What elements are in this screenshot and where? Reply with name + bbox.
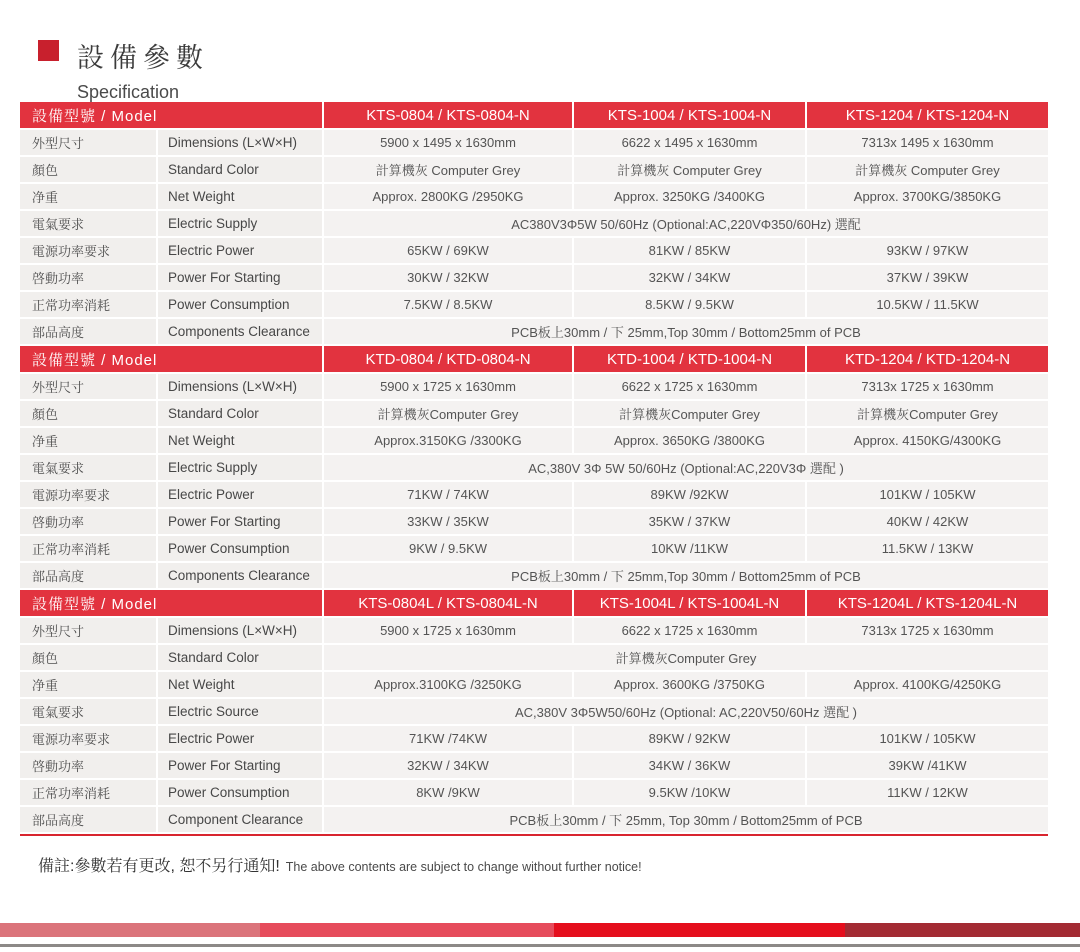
bottom-gray-line xyxy=(0,944,1080,947)
row-label-zh: 電氣要求 xyxy=(20,699,156,724)
row-label-zh: 部品高度 xyxy=(20,807,156,832)
spec-value: 6622 x 1495 x 1630mm xyxy=(574,130,805,155)
row-label-en: Net Weight xyxy=(158,672,322,697)
spec-value: Approx. 3700KG/3850KG xyxy=(807,184,1048,209)
row-label-zh: 電源功率要求 xyxy=(20,482,156,507)
row-label-en: Power Consumption xyxy=(158,536,322,561)
spec-value: 7.5KW / 8.5KW xyxy=(324,292,572,317)
row-label-en: Power For Starting xyxy=(158,509,322,534)
model-col-header: KTS-1004L / KTS-1004L-N xyxy=(574,590,805,616)
spec-value: 5900 x 1495 x 1630mm xyxy=(324,130,572,155)
bar-segment-bright-red xyxy=(554,923,845,937)
spec-value: 71KW /74KW xyxy=(324,726,572,751)
model-header-label: 設備型號 / Model xyxy=(20,346,322,372)
spec-value-span: AC380V3Φ5W 50/60Hz (Optional:AC,220VΦ350/60Hz) 選配 xyxy=(324,211,1048,236)
row-label-zh: 電源功率要求 xyxy=(20,726,156,751)
row-label-zh: 部品高度 xyxy=(20,319,156,344)
spec-value: 71KW / 74KW xyxy=(324,482,572,507)
spec-value: 37KW / 39KW xyxy=(807,265,1048,290)
row-label-en: Electric Supply xyxy=(158,211,322,236)
row-label-en: Electric Power xyxy=(158,726,322,751)
row-label-en: Electric Power xyxy=(158,238,322,263)
spec-value: 7313x 1725 x 1630mm xyxy=(807,618,1048,643)
model-col-header: KTS-1204L / KTS-1204L-N xyxy=(807,590,1048,616)
spec-table-kts xyxy=(20,102,1048,344)
footer-note-zh: 備註:參數若有更改, 恕不另行通知! xyxy=(38,858,280,875)
spec-value: 33KW / 35KW xyxy=(324,509,572,534)
spec-value: 30KW / 32KW xyxy=(324,265,572,290)
model-col-header: KTD-1004 / KTD-1004-N xyxy=(574,346,805,372)
row-label-en: Dimensions (L×W×H) xyxy=(158,374,322,399)
model-col-header: KTS-1204 / KTS-1204-N xyxy=(807,102,1048,128)
row-label-zh: 電氣要求 xyxy=(20,455,156,480)
row-label-en: Power For Starting xyxy=(158,753,322,778)
page-title: 設備參數 xyxy=(77,43,209,73)
spec-value: 計算機灰 Computer Grey xyxy=(574,157,805,182)
spec-value: Approx.3150KG /3300KG xyxy=(324,428,572,453)
spec-value: 9KW / 9.5KW xyxy=(324,536,572,561)
row-label-en: Standard Color xyxy=(158,401,322,426)
spec-value: Approx. 4100KG/4250KG xyxy=(807,672,1048,697)
page-header xyxy=(38,36,209,103)
spec-value: 32KW / 34KW xyxy=(324,753,572,778)
row-label-zh: 顏色 xyxy=(20,157,156,182)
spec-value: 計算機灰 Computer Grey xyxy=(807,157,1048,182)
row-label-en: Standard Color xyxy=(158,157,322,182)
row-label-zh: 部品高度 xyxy=(20,563,156,588)
row-label-zh: 外型尺寸 xyxy=(20,374,156,399)
spec-value: 65KW / 69KW xyxy=(324,238,572,263)
row-label-zh: 啓動功率 xyxy=(20,753,156,778)
row-label-zh: 啓動功率 xyxy=(20,265,156,290)
spec-value: 89KW /92KW xyxy=(574,482,805,507)
spec-table-kts-l xyxy=(20,590,1048,832)
row-label-en: Components Clearance xyxy=(158,563,322,588)
bar-segment-medium-red xyxy=(260,923,554,937)
spec-value: 5900 x 1725 x 1630mm xyxy=(324,374,572,399)
model-col-header: KTS-0804 / KTS-0804-N xyxy=(324,102,572,128)
spec-value: 39KW /41KW xyxy=(807,753,1048,778)
model-header-label: 設備型號 / Model xyxy=(20,590,322,616)
spec-table-ktd xyxy=(20,346,1048,588)
spec-value-span: 計算機灰Computer Grey xyxy=(324,645,1048,670)
spec-value-span: PCB板上30mm / 下 25mm,Top 30mm / Bottom25mm of PCB xyxy=(324,319,1048,344)
footer-note-en: The above contents are subject to change without further notice! xyxy=(285,860,642,874)
spec-value: 11.5KW / 13KW xyxy=(807,536,1048,561)
row-label-zh: 净重 xyxy=(20,428,156,453)
row-label-zh: 正常功率消耗 xyxy=(20,292,156,317)
spec-value: 7313x 1495 x 1630mm xyxy=(807,130,1048,155)
model-header-label: 設備型號 / Model xyxy=(20,102,322,128)
spec-value: 8.5KW / 9.5KW xyxy=(574,292,805,317)
spec-value: 計算機灰 Computer Grey xyxy=(324,157,572,182)
spec-value: Approx. 4150KG/4300KG xyxy=(807,428,1048,453)
spec-value: 32KW / 34KW xyxy=(574,265,805,290)
model-col-header: KTD-1204 / KTD-1204-N xyxy=(807,346,1048,372)
spec-value: 93KW / 97KW xyxy=(807,238,1048,263)
spec-value: 8KW /9KW xyxy=(324,780,572,805)
spec-value: Approx. 2800KG /2950KG xyxy=(324,184,572,209)
row-label-zh: 外型尺寸 xyxy=(20,618,156,643)
spec-value: 9.5KW /10KW xyxy=(574,780,805,805)
model-col-header: KTS-1004 / KTS-1004-N xyxy=(574,102,805,128)
spec-value: 10KW /11KW xyxy=(574,536,805,561)
spec-value-span: AC,380V 3Φ 5W 50/60Hz (Optional:AC,220V3Φ 選配 ) xyxy=(324,455,1048,480)
decorative-color-bar xyxy=(0,923,1080,937)
row-label-en: Electric Source xyxy=(158,699,322,724)
spec-value: 101KW / 105KW xyxy=(807,726,1048,751)
row-label-en: Net Weight xyxy=(158,428,322,453)
spec-value: 計算機灰Computer Grey xyxy=(324,401,572,426)
spec-value: 34KW / 36KW xyxy=(574,753,805,778)
page-title-block xyxy=(77,36,209,103)
row-label-zh: 顏色 xyxy=(20,401,156,426)
model-col-header: KTS-0804L / KTS-0804L-N xyxy=(324,590,572,616)
spec-value-span: PCB板上30mm / 下 25mm, Top 30mm / Bottom25mm of PCB xyxy=(324,807,1048,832)
row-label-en: Dimensions (L×W×H) xyxy=(158,618,322,643)
spec-value: Approx.3100KG /3250KG xyxy=(324,672,572,697)
spec-tables xyxy=(20,102,1048,836)
row-label-zh: 電源功率要求 xyxy=(20,238,156,263)
row-label-en: Component Clearance xyxy=(158,807,322,832)
spec-value: Approx. 3650KG /3800KG xyxy=(574,428,805,453)
bar-segment-dark-red xyxy=(845,923,1080,937)
spec-value: 89KW / 92KW xyxy=(574,726,805,751)
spec-value: 40KW / 42KW xyxy=(807,509,1048,534)
spec-value: 101KW / 105KW xyxy=(807,482,1048,507)
row-label-en: Dimensions (L×W×H) xyxy=(158,130,322,155)
spec-value: 6622 x 1725 x 1630mm xyxy=(574,374,805,399)
spec-value: 7313x 1725 x 1630mm xyxy=(807,374,1048,399)
spec-value: 35KW / 37KW xyxy=(574,509,805,534)
row-label-en: Net Weight xyxy=(158,184,322,209)
row-label-zh: 净重 xyxy=(20,184,156,209)
row-label-zh: 净重 xyxy=(20,672,156,697)
red-square-bullet-icon xyxy=(38,40,59,61)
spec-value: 10.5KW / 11.5KW xyxy=(807,292,1048,317)
model-col-header: KTD-0804 / KTD-0804-N xyxy=(324,346,572,372)
spec-value: Approx. 3250KG /3400KG xyxy=(574,184,805,209)
footer-note xyxy=(38,853,642,876)
bar-segment-light-red xyxy=(0,923,260,937)
row-label-zh: 電氣要求 xyxy=(20,211,156,236)
row-label-en: Components Clearance xyxy=(158,319,322,344)
spec-value: 11KW / 12KW xyxy=(807,780,1048,805)
spec-value: 計算機灰Computer Grey xyxy=(574,401,805,426)
row-label-en: Electric Supply xyxy=(158,455,322,480)
page-subtitle: Specification xyxy=(77,82,180,102)
row-label-zh: 正常功率消耗 xyxy=(20,536,156,561)
row-label-en: Power For Starting xyxy=(158,265,322,290)
row-label-zh: 啓動功率 xyxy=(20,509,156,534)
table-bottom-red-line xyxy=(20,834,1048,836)
row-label-en: Power Consumption xyxy=(158,780,322,805)
row-label-zh: 顏色 xyxy=(20,645,156,670)
spec-value: 計算機灰Computer Grey xyxy=(807,401,1048,426)
spec-value-span: PCB板上30mm / 下 25mm,Top 30mm / Bottom25mm of PCB xyxy=(324,563,1048,588)
row-label-zh: 外型尺寸 xyxy=(20,130,156,155)
spec-value: 6622 x 1725 x 1630mm xyxy=(574,618,805,643)
row-label-en: Standard Color xyxy=(158,645,322,670)
row-label-en: Electric Power xyxy=(158,482,322,507)
spec-value: 81KW / 85KW xyxy=(574,238,805,263)
spec-value: Approx. 3600KG /3750KG xyxy=(574,672,805,697)
row-label-en: Power Consumption xyxy=(158,292,322,317)
spec-value: 5900 x 1725 x 1630mm xyxy=(324,618,572,643)
row-label-zh: 正常功率消耗 xyxy=(20,780,156,805)
spec-value-span: AC,380V 3Φ5W50/60Hz (Optional: AC,220V50/60Hz 選配 ) xyxy=(324,699,1048,724)
